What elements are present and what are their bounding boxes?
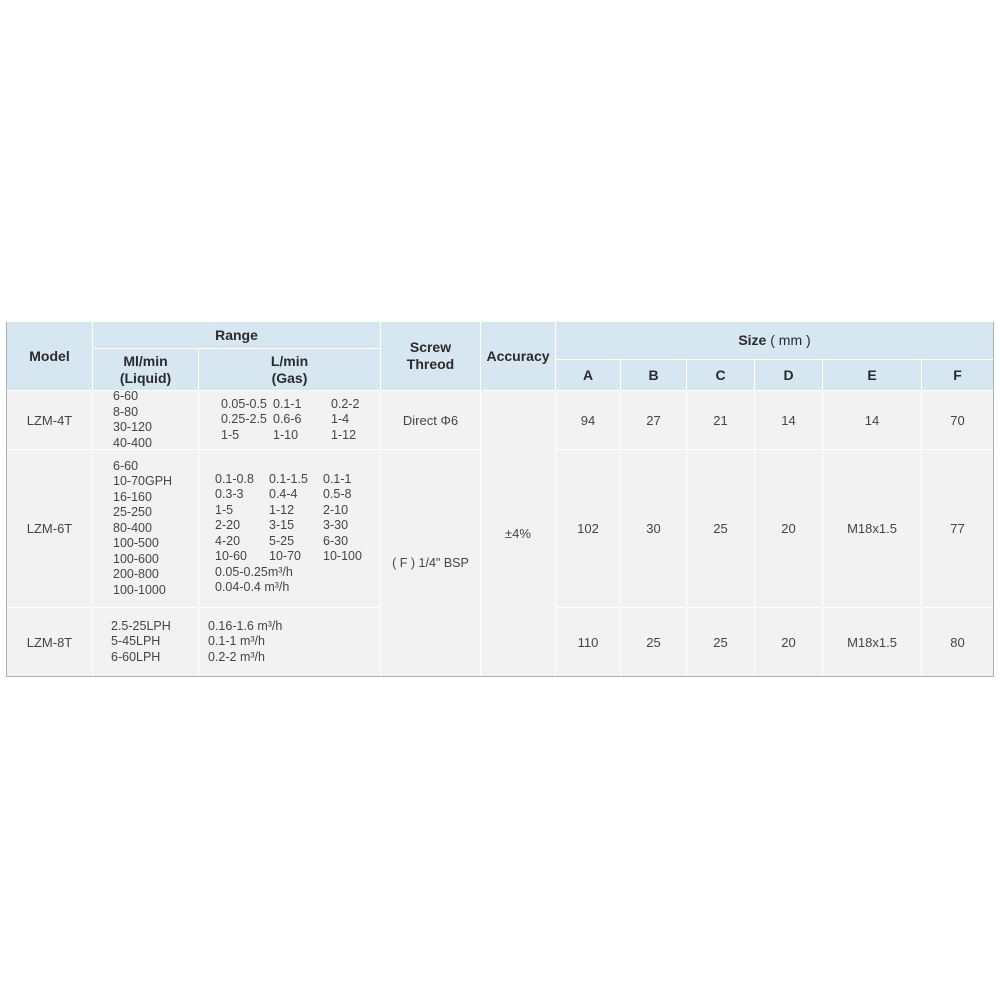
list-item: 0.25-2.5 [221,412,267,427]
row1-size-d [755,391,822,449]
row2-size-e [823,450,921,607]
row1-size-e [823,391,921,449]
row3-model [7,608,92,676]
table-bottom-border [7,676,993,677]
row3-size-f-value: 80 [950,634,965,650]
list-item: 30-120 [113,420,152,434]
header-model-label: Model [29,347,70,364]
accuracy-value: ±4% [505,526,531,541]
header-size-label: Size [738,332,767,348]
row1-size-f-value: 70 [950,412,965,428]
row2-thread-value: ( F ) 1/4" BSP [392,556,469,570]
row2-size-b-value: 30 [646,521,661,536]
row1-size-a [556,391,620,449]
row3-liquid-list [111,619,171,666]
list-item: 10-70GPH [113,474,173,489]
header-range [93,322,380,348]
row3-size-c [687,608,754,676]
list-item: 0.2-2 m³/h [208,649,265,664]
row1-size-c [687,391,754,449]
table-right-border [993,322,994,677]
row2-size-f [922,450,993,607]
row3-size-e-value: M18x1.5 [847,634,897,650]
table-left-border [6,322,7,677]
row1-liquid [93,391,198,449]
accuracy-cell [481,391,555,676]
row2-size-a-value: 102 [577,521,599,536]
header-col-f-label: F [953,366,962,383]
row3-size-f [922,608,993,676]
row2-3-thread [381,450,480,676]
header-range-label: Range [215,326,258,343]
row2-liquid-list [113,459,172,599]
header-col-d-label: D [783,366,794,383]
row3-model-label: LZM-8T [26,634,73,650]
row2-size-a [556,450,620,607]
row3-size-a-value: 110 [577,634,599,650]
row2-gas-block [215,472,373,596]
header-screw: Screw [409,339,452,355]
header-ml-min: Ml/min [123,352,168,369]
row1-size-d-value: 14 [781,412,796,428]
row1-model-label: LZM-4T [26,412,73,428]
row1-size-b-value: 27 [646,412,661,428]
row1-size-f [922,391,993,449]
list-item: 0.1-1 [323,471,352,486]
list-item: 10-70 [269,549,301,563]
list-item: 1-5 [221,427,240,442]
row2-size-f-value: 77 [950,521,965,536]
header-liquid-label: (Liquid) [119,369,172,386]
header-liquid [93,349,198,390]
list-item: 0.6-6 [273,412,302,427]
row3-liquid [93,608,198,676]
row2-size-e-value: M18x1.5 [847,521,897,536]
list-item: 0.05-0.25m³/h [215,564,293,579]
row2-model [7,450,92,607]
header-col-a [556,360,620,390]
row2-gas-extra [215,565,373,596]
header-col-e-label: E [867,366,877,383]
row2-liquid [93,450,198,607]
list-item: 6-60 [113,389,139,403]
header-col-b-label: B [648,366,659,383]
header-gas-label: (Gas) [271,369,308,386]
list-item: 5-45LPH [111,634,161,649]
list-item: 0.4-4 [269,487,298,501]
list-item: 3-30 [323,518,349,532]
row1-thread-value: Direct Φ6 [402,412,459,428]
header-screw-thread [381,322,480,390]
header-l-min: L/min [270,352,309,369]
list-item: 4-20 [215,533,241,548]
header-gas [199,349,380,390]
row2-size-d-value: 20 [781,521,796,536]
list-item: 1-4 [331,412,350,427]
list-item: 0.04-0.4 m³/h [215,580,290,594]
list-item: 80-400 [113,520,152,535]
list-item: 0.05-0.5 [221,396,267,411]
header-col-a-label: A [582,366,594,383]
header-accuracy [481,322,555,390]
list-item: 2.5-25LPH [111,618,171,633]
row1-size-e-value: 14 [864,412,880,428]
list-item: 100-500 [113,536,159,551]
row1-model [7,391,92,449]
header-col-f [922,360,993,390]
list-item: 2-20 [215,518,241,532]
row3-size-a [556,608,620,676]
header-col-c-label: C [715,366,726,383]
header-col-c [687,360,754,390]
row2-model-label: LZM-6T [26,521,73,536]
row2-size-c [687,450,754,607]
header-col-d [755,360,822,390]
list-item: 5-25 [269,533,295,548]
list-item: 0.16-1.6 m³/h [208,618,283,633]
row1-size-a-value: 94 [580,412,596,428]
row1-gas-grid [221,397,381,444]
row2-gas-grid [215,472,373,565]
list-item: 0.1-1 [273,396,302,411]
header-col-e [823,360,921,390]
header-col-b [621,360,686,390]
row2-size-b [621,450,686,607]
list-item: 40-400 [113,435,152,450]
row3-size-d [755,608,822,676]
list-item: 1-12 [331,427,357,442]
list-item: 100-600 [113,551,159,566]
header-threod: Threod [406,356,455,372]
list-item: 2-10 [323,502,349,517]
row1-liquid-list [113,389,152,451]
row3-size-c-value: 25 [713,634,728,650]
row2-gas [199,450,380,607]
header-accuracy-label: Accuracy [486,347,550,364]
list-item: 1-12 [269,502,295,517]
row2-size-d [755,450,822,607]
list-item: 16-160 [113,489,152,504]
list-item: 0.1-1.5 [269,471,308,486]
row3-size-b [621,608,686,676]
list-item: 10-60 [215,549,247,563]
row3-size-e [823,608,921,676]
list-item: 6-60 [113,458,139,473]
row2-size-c-value: 25 [713,521,728,536]
row1-size-c-value: 21 [713,412,728,428]
list-item: 6-30 [323,533,349,548]
row1-gas [199,391,380,449]
list-item: 0.1-0.8 [215,471,254,486]
header-model [7,322,92,390]
list-item: 200-800 [113,567,159,582]
list-item: 25-250 [113,505,152,520]
list-item: 0.3-3 [215,487,244,501]
list-item: 1-5 [215,502,234,517]
row3-size-d-value: 20 [781,634,796,650]
row3-gas [199,608,380,676]
list-item: 0.5-8 [323,487,352,501]
row1-size-b [621,391,686,449]
row3-gas-list [208,619,282,666]
row1-thread [381,391,480,449]
header-size [556,322,993,359]
list-item: 10-100 [323,549,362,563]
list-item: 8-80 [113,404,139,419]
header-size-unit: ( mm ) [770,332,811,348]
list-item: 100-1000 [113,582,166,597]
list-item: 6-60LPH [111,649,161,664]
list-item: 1-10 [273,427,299,442]
list-item: 3-15 [269,518,295,532]
list-item: 0.1-1 m³/h [208,634,265,649]
list-item: 0.2-2 [331,396,360,411]
row3-size-b-value: 25 [646,634,661,650]
